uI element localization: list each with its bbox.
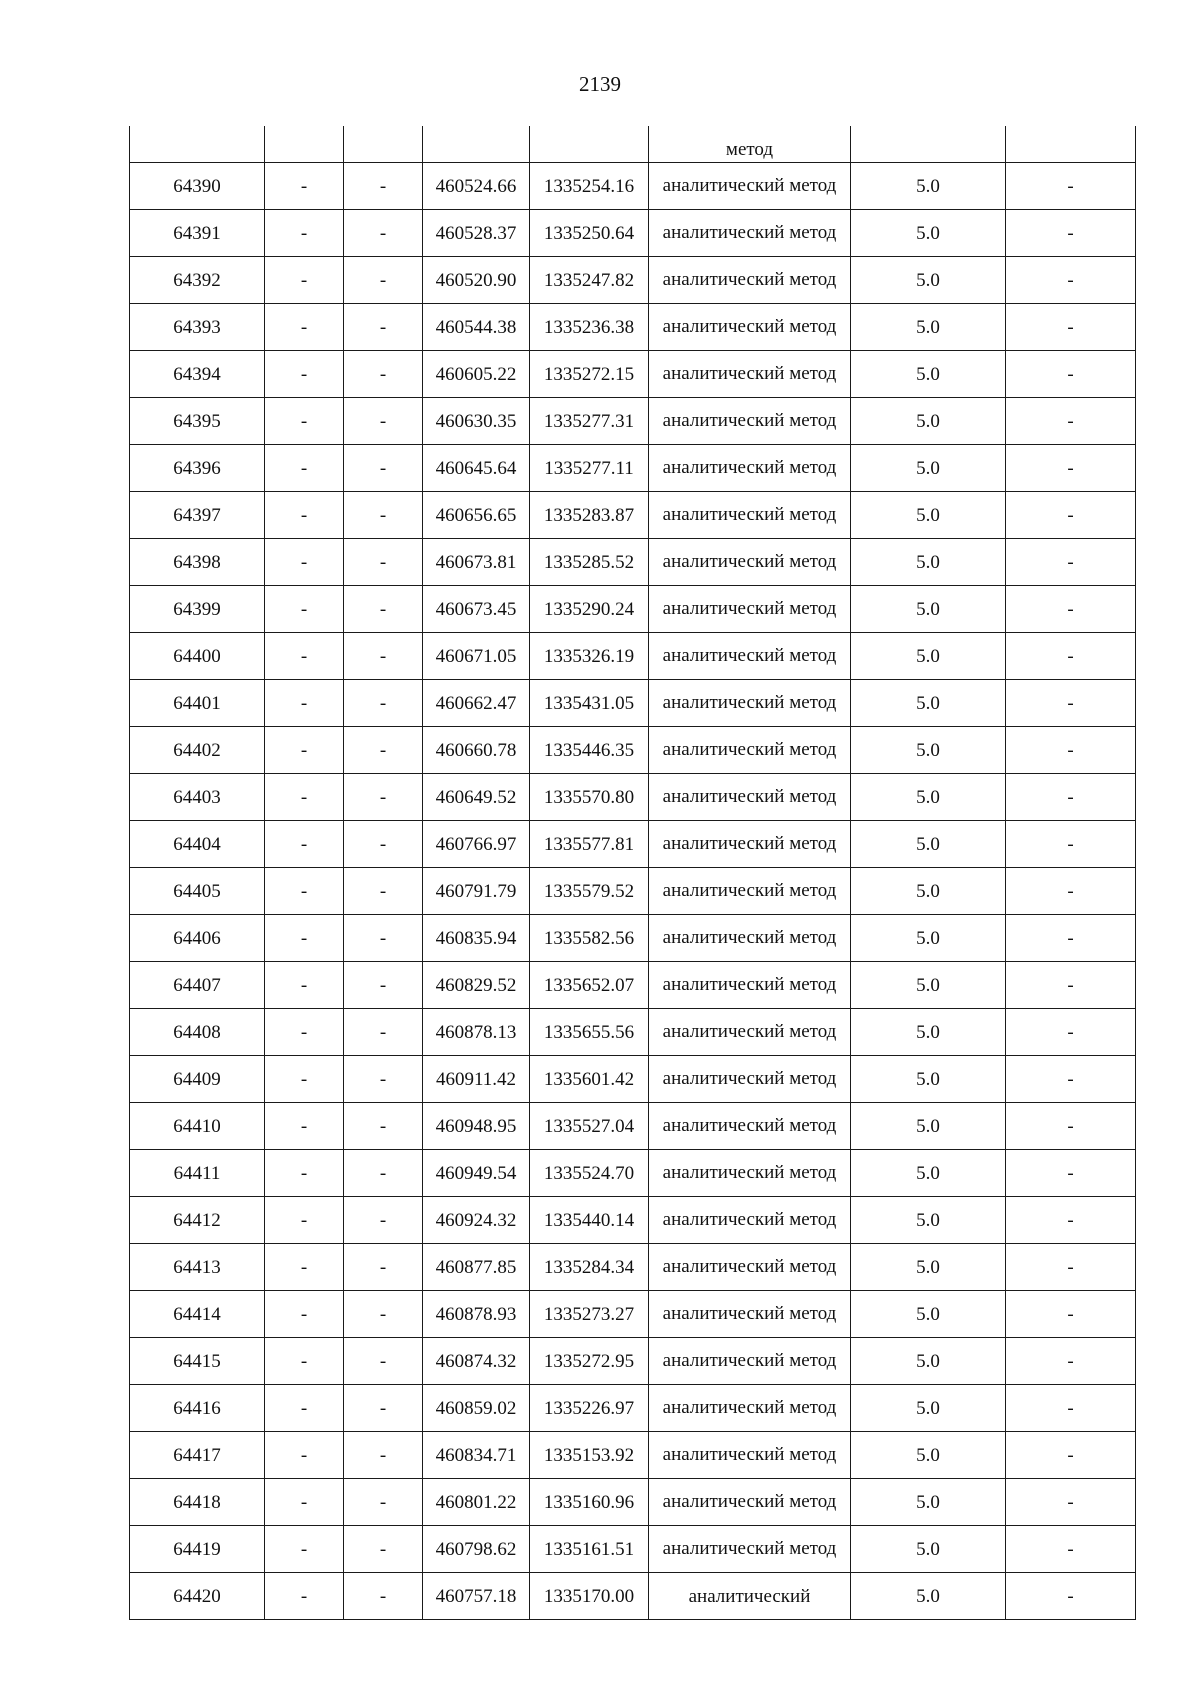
cell-y-coordinate: 1335579.52 [530,868,649,915]
cell-method: аналитический метод [649,1338,851,1385]
table-row [130,727,1136,774]
cell-accuracy: 5.0 [851,492,1006,539]
cell-dash: - [265,821,344,868]
cell-empty [851,126,1006,163]
cell-dash: - [344,398,423,445]
cell-dash: - [265,1056,344,1103]
cell-dash: - [344,1573,423,1620]
cell-accuracy: 5.0 [851,1150,1006,1197]
cell-accuracy: 5.0 [851,962,1006,1009]
cell-dash: - [344,257,423,304]
cell-y-coordinate: 1335277.11 [530,445,649,492]
cell-method: аналитический метод [649,1385,851,1432]
table-row [130,1291,1136,1338]
cell-x-coordinate: 460829.52 [423,962,530,1009]
cell-point-number: 64392 [130,257,265,304]
cell-accuracy: 5.0 [851,727,1006,774]
table-row [130,539,1136,586]
cell-y-coordinate: 1335236.38 [530,304,649,351]
cell-method: аналитический метод [649,492,851,539]
cell-point-number: 64420 [130,1573,265,1620]
cell-empty [265,126,344,163]
cell-point-number: 64391 [130,210,265,257]
table-row [130,257,1136,304]
cell-x-coordinate: 460801.22 [423,1479,530,1526]
cell-y-coordinate: 1335277.31 [530,398,649,445]
cell-x-coordinate: 460949.54 [423,1150,530,1197]
cell-empty [130,126,265,163]
cell-point-number: 64411 [130,1150,265,1197]
cell-x-coordinate: 460877.85 [423,1244,530,1291]
cell-point-number: 64399 [130,586,265,633]
cell-accuracy: 5.0 [851,1338,1006,1385]
cell-accuracy: 5.0 [851,304,1006,351]
cell-y-coordinate: 1335524.70 [530,1150,649,1197]
cell-empty [423,126,530,163]
table-row [130,915,1136,962]
cell-y-coordinate: 1335655.56 [530,1009,649,1056]
table-row [130,398,1136,445]
cell-y-coordinate: 1335170.00 [530,1573,649,1620]
cell-dash: - [1006,1009,1136,1056]
table-row [130,1244,1136,1291]
cell-dash: - [265,868,344,915]
cell-dash: - [265,1573,344,1620]
cell-point-number: 64394 [130,351,265,398]
cell-dash: - [1006,774,1136,821]
table-row [130,1103,1136,1150]
cell-x-coordinate: 460924.32 [423,1197,530,1244]
cell-dash: - [1006,163,1136,210]
cell-x-coordinate: 460673.81 [423,539,530,586]
table-row [130,774,1136,821]
cell-dash: - [1006,727,1136,774]
cell-dash: - [344,680,423,727]
cell-method: аналитический метод [649,1103,851,1150]
cell-y-coordinate: 1335273.27 [530,1291,649,1338]
cell-dash: - [344,868,423,915]
cell-x-coordinate: 460645.64 [423,445,530,492]
cell-dash: - [265,445,344,492]
cell-point-number: 64406 [130,915,265,962]
cell-x-coordinate: 460791.79 [423,868,530,915]
cell-dash: - [265,539,344,586]
cell-dash: - [265,1150,344,1197]
cell-dash: - [344,492,423,539]
cell-method: аналитический метод [649,1244,851,1291]
cell-method: аналитический метод [649,868,851,915]
cell-method: аналитический метод [649,1150,851,1197]
cell-method: аналитический метод [649,351,851,398]
table-row [130,1009,1136,1056]
cell-y-coordinate: 1335446.35 [530,727,649,774]
cell-dash: - [344,210,423,257]
table-row [130,633,1136,680]
cell-point-number: 64398 [130,539,265,586]
cell-x-coordinate: 460656.65 [423,492,530,539]
cell-accuracy: 5.0 [851,915,1006,962]
cell-method: аналитический метод [649,1009,851,1056]
cell-y-coordinate: 1335326.19 [530,633,649,680]
page-number: 2139 [579,72,621,96]
cell-dash: - [265,398,344,445]
cell-point-number: 64400 [130,633,265,680]
cell-dash: - [1006,398,1136,445]
cell-dash: - [265,351,344,398]
cell-accuracy: 5.0 [851,868,1006,915]
cell-dash: - [1006,1291,1136,1338]
cell-dash: - [344,586,423,633]
cell-y-coordinate: 1335272.15 [530,351,649,398]
cell-y-coordinate: 1335527.04 [530,1103,649,1150]
cell-accuracy: 5.0 [851,257,1006,304]
cell-point-number: 64403 [130,774,265,821]
cell-x-coordinate: 460528.37 [423,210,530,257]
cell-dash: - [265,257,344,304]
cell-accuracy: 5.0 [851,1385,1006,1432]
table-row [130,210,1136,257]
cell-x-coordinate: 460673.45 [423,586,530,633]
cell-x-coordinate: 460605.22 [423,351,530,398]
table-row [130,492,1136,539]
cell-method: аналитический метод [649,633,851,680]
cell-point-number: 64402 [130,727,265,774]
cell-dash: - [344,1244,423,1291]
cell-method: аналитический метод [649,680,851,727]
cell-dash: - [344,1291,423,1338]
table-row [130,1385,1136,1432]
cell-x-coordinate: 460660.78 [423,727,530,774]
cell-dash: - [344,539,423,586]
cell-method: аналитический метод [649,821,851,868]
cell-accuracy: 5.0 [851,163,1006,210]
cell-y-coordinate: 1335570.80 [530,774,649,821]
cell-accuracy: 5.0 [851,774,1006,821]
cell-accuracy: 5.0 [851,445,1006,492]
cell-dash: - [344,1432,423,1479]
cell-x-coordinate: 460874.32 [423,1338,530,1385]
table-row [130,351,1136,398]
cell-method: аналитический метод [649,727,851,774]
cell-method: аналитический метод [649,1526,851,1573]
cell-point-number: 64405 [130,868,265,915]
cell-dash: - [265,1385,344,1432]
cell-accuracy: 5.0 [851,586,1006,633]
cell-method: аналитический [649,1573,851,1620]
cell-method: аналитический метод [649,1479,851,1526]
table-row [130,1338,1136,1385]
cell-dash: - [1006,1385,1136,1432]
cell-accuracy: 5.0 [851,1432,1006,1479]
cell-x-coordinate: 460798.62 [423,1526,530,1573]
cell-dash: - [265,210,344,257]
cell-dash: - [1006,1432,1136,1479]
cell-dash: - [344,1150,423,1197]
cell-accuracy: 5.0 [851,1103,1006,1150]
cell-dash: - [1006,1244,1136,1291]
cell-x-coordinate: 460948.95 [423,1103,530,1150]
cell-dash: - [344,1526,423,1573]
cell-dash: - [344,304,423,351]
cell-x-coordinate: 460544.38 [423,304,530,351]
table-row [130,1479,1136,1526]
cell-dash: - [265,1291,344,1338]
cell-dash: - [344,962,423,1009]
cell-y-coordinate: 1335582.56 [530,915,649,962]
cell-empty [530,126,649,163]
cell-dash: - [1006,1573,1136,1620]
cell-dash: - [1006,633,1136,680]
cell-dash: - [1006,962,1136,1009]
cell-dash: - [344,1009,423,1056]
cell-x-coordinate: 460649.52 [423,774,530,821]
cell-method: аналитический метод [649,1291,851,1338]
cell-accuracy: 5.0 [851,1291,1006,1338]
cell-dash: - [1006,304,1136,351]
cell-y-coordinate: 1335601.42 [530,1056,649,1103]
cell-x-coordinate: 460524.66 [423,163,530,210]
cell-dash: - [1006,680,1136,727]
cell-dash: - [1006,586,1136,633]
cell-dash: - [265,1526,344,1573]
cell-accuracy: 5.0 [851,1479,1006,1526]
cell-accuracy: 5.0 [851,1056,1006,1103]
cell-y-coordinate: 1335577.81 [530,821,649,868]
table-row [130,821,1136,868]
cell-dash: - [344,1479,423,1526]
cell-dash: - [1006,539,1136,586]
cell-method: аналитический метод [649,445,851,492]
cell-accuracy: 5.0 [851,1573,1006,1620]
table-row-continuation [130,126,1136,163]
table-row [130,163,1136,210]
cell-y-coordinate: 1335153.92 [530,1432,649,1479]
cell-point-number: 64397 [130,492,265,539]
cell-x-coordinate: 460520.90 [423,257,530,304]
cell-dash: - [1006,351,1136,398]
cell-point-number: 64413 [130,1244,265,1291]
cell-dash: - [344,1197,423,1244]
table-body [130,126,1136,1620]
cell-method: аналитический метод [649,915,851,962]
cell-method: аналитический метод [649,539,851,586]
cell-method: аналитический метод [649,163,851,210]
cell-dash: - [265,774,344,821]
cell-dash: - [265,492,344,539]
cell-dash: - [1006,210,1136,257]
cell-method: аналитический метод [649,962,851,1009]
cell-dash: - [344,774,423,821]
cell-accuracy: 5.0 [851,680,1006,727]
cell-dash: - [265,727,344,774]
cell-dash: - [344,915,423,962]
cell-dash: - [1006,1103,1136,1150]
coordinates-table [129,126,1136,1620]
cell-point-number: 64412 [130,1197,265,1244]
cell-dash: - [344,1056,423,1103]
cell-x-coordinate: 460878.93 [423,1291,530,1338]
table-row [130,1573,1136,1620]
cell-accuracy: 5.0 [851,633,1006,680]
cell-x-coordinate: 460671.05 [423,633,530,680]
cell-point-number: 64416 [130,1385,265,1432]
cell-dash: - [265,163,344,210]
cell-method: аналитический метод [649,586,851,633]
cell-dash: - [265,633,344,680]
cell-dash: - [1006,915,1136,962]
cell-dash: - [344,163,423,210]
table-row [130,445,1136,492]
cell-accuracy: 5.0 [851,539,1006,586]
cell-dash: - [344,821,423,868]
cell-dash: - [1006,868,1136,915]
cell-x-coordinate: 460766.97 [423,821,530,868]
table-row [130,1056,1136,1103]
cell-dash: - [1006,492,1136,539]
cell-accuracy: 5.0 [851,1244,1006,1291]
cell-dash: - [1006,821,1136,868]
cell-point-number: 64414 [130,1291,265,1338]
cell-dash: - [265,962,344,1009]
cell-y-coordinate: 1335290.24 [530,586,649,633]
cell-method: метод [649,126,851,163]
cell-y-coordinate: 1335226.97 [530,1385,649,1432]
table-row [130,1432,1136,1479]
cell-point-number: 64393 [130,304,265,351]
cell-empty [1006,126,1136,163]
cell-dash: - [344,1385,423,1432]
cell-method: аналитический метод [649,774,851,821]
cell-dash: - [1006,1197,1136,1244]
cell-accuracy: 5.0 [851,1197,1006,1244]
cell-dash: - [344,445,423,492]
cell-dash: - [265,915,344,962]
cell-dash: - [265,304,344,351]
cell-y-coordinate: 1335652.07 [530,962,649,1009]
cell-point-number: 64410 [130,1103,265,1150]
cell-dash: - [265,1197,344,1244]
cell-dash: - [265,1338,344,1385]
cell-method: аналитический метод [649,304,851,351]
cell-dash: - [1006,1150,1136,1197]
table-row [130,680,1136,727]
cell-accuracy: 5.0 [851,398,1006,445]
cell-y-coordinate: 1335254.16 [530,163,649,210]
cell-accuracy: 5.0 [851,821,1006,868]
cell-point-number: 64419 [130,1526,265,1573]
cell-x-coordinate: 460630.35 [423,398,530,445]
cell-accuracy: 5.0 [851,351,1006,398]
cell-dash: - [1006,1056,1136,1103]
cell-accuracy: 5.0 [851,1526,1006,1573]
cell-dash: - [344,1103,423,1150]
cell-dash: - [265,1432,344,1479]
table-row [130,586,1136,633]
cell-y-coordinate: 1335161.51 [530,1526,649,1573]
cell-dash: - [344,727,423,774]
cell-x-coordinate: 460835.94 [423,915,530,962]
cell-y-coordinate: 1335272.95 [530,1338,649,1385]
cell-y-coordinate: 1335250.64 [530,210,649,257]
cell-method: аналитический метод [649,398,851,445]
cell-point-number: 64401 [130,680,265,727]
cell-dash: - [265,680,344,727]
cell-point-number: 64404 [130,821,265,868]
cell-dash: - [1006,1526,1136,1573]
cell-y-coordinate: 1335285.52 [530,539,649,586]
cell-dash: - [1006,1479,1136,1526]
cell-dash: - [265,1244,344,1291]
cell-method: аналитический метод [649,210,851,257]
cell-x-coordinate: 460911.42 [423,1056,530,1103]
cell-point-number: 64407 [130,962,265,1009]
table-row [130,1150,1136,1197]
cell-method: аналитический метод [649,1197,851,1244]
cell-method: аналитический метод [649,1056,851,1103]
cell-accuracy: 5.0 [851,1009,1006,1056]
cell-dash: - [1006,1338,1136,1385]
cell-y-coordinate: 1335160.96 [530,1479,649,1526]
cell-point-number: 64415 [130,1338,265,1385]
cell-dash: - [344,1338,423,1385]
cell-dash: - [265,586,344,633]
cell-point-number: 64409 [130,1056,265,1103]
cell-dash: - [265,1103,344,1150]
table-row [130,1197,1136,1244]
cell-dash: - [344,351,423,398]
cell-point-number: 64408 [130,1009,265,1056]
cell-y-coordinate: 1335283.87 [530,492,649,539]
cell-x-coordinate: 460859.02 [423,1385,530,1432]
cell-point-number: 64396 [130,445,265,492]
cell-accuracy: 5.0 [851,210,1006,257]
cell-point-number: 64390 [130,163,265,210]
cell-y-coordinate: 1335431.05 [530,680,649,727]
cell-x-coordinate: 460878.13 [423,1009,530,1056]
cell-method: аналитический метод [649,1432,851,1479]
cell-dash: - [265,1479,344,1526]
cell-x-coordinate: 460834.71 [423,1432,530,1479]
cell-y-coordinate: 1335247.82 [530,257,649,304]
table-row [130,962,1136,1009]
cell-dash: - [265,1009,344,1056]
table-row [130,304,1136,351]
cell-dash: - [1006,445,1136,492]
cell-point-number: 64395 [130,398,265,445]
cell-dash: - [344,633,423,680]
cell-y-coordinate: 1335440.14 [530,1197,649,1244]
cell-point-number: 64418 [130,1479,265,1526]
cell-method: аналитический метод [649,257,851,304]
table-row [130,1526,1136,1573]
cell-y-coordinate: 1335284.34 [530,1244,649,1291]
cell-dash: - [1006,257,1136,304]
cell-x-coordinate: 460662.47 [423,680,530,727]
cell-x-coordinate: 460757.18 [423,1573,530,1620]
table-row [130,868,1136,915]
cell-point-number: 64417 [130,1432,265,1479]
cell-empty [344,126,423,163]
